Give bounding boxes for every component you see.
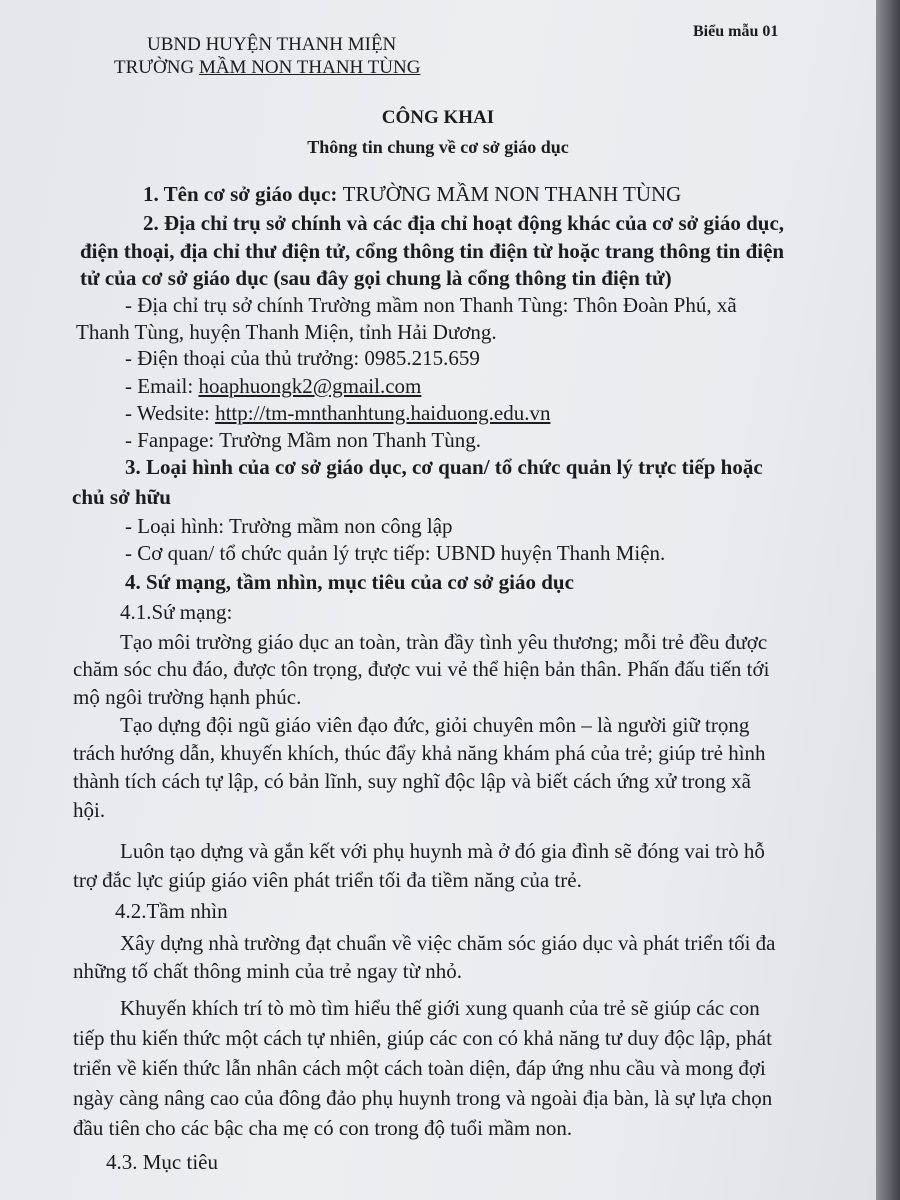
email-line: - Email: hoaphuongk2@gmail.com bbox=[125, 374, 422, 398]
mission-paragraph-line: mộ ngôi trường hạnh phúc. bbox=[73, 685, 302, 709]
vision-paragraph-line: những tố chất thông minh của trẻ ngay từ nhỏ. bbox=[73, 959, 463, 983]
mission-paragraph-line: trách hướng dẫn, khuyến khích, thúc đẩy khả năng khám phá của trẻ; giúp trẻ hình bbox=[73, 741, 766, 765]
document-subtitle: Thông tin chung về cơ sở giáo dục bbox=[307, 137, 569, 157]
goals-heading: 4.3. Mục tiêu bbox=[106, 1150, 218, 1174]
section-3-heading-line: 3. Loại hình của cơ sở giáo dục, cơ quan/ tổ chức quản lý trực tiếp hoặc bbox=[125, 455, 763, 479]
mission-paragraph-line: trợ đắc lực giúp giáo viên phát triển tối đa tiềm năng của trẻ. bbox=[73, 868, 582, 892]
website-link[interactable]: http://tm-mnthanhtung.haiduong.edu.vn bbox=[215, 401, 551, 425]
website-line: - Wedsite: http://tm-mnthanhtung.haiduong.edu.vn bbox=[125, 401, 551, 425]
agency-name: UBND HUYỆN THANH MIỆN bbox=[147, 34, 397, 55]
mission-paragraph-line: hội. bbox=[73, 798, 106, 822]
mission-paragraph-line: thành tích cách tự lập, có bản lĩnh, suy nghĩ độc lập và biết cách ứng xử trong xã bbox=[73, 769, 751, 793]
section-3-heading-line: chủ sở hữu bbox=[72, 485, 171, 509]
address-line: - Địa chỉ trụ sở chính Trường mầm non Thanh Tùng: Thôn Đoàn Phú, xã bbox=[125, 293, 737, 317]
vision-paragraph-line: ngày càng nâng cao của đông đảo phụ huynh trong và ngoài địa bàn, là sự lựa chọn bbox=[73, 1086, 773, 1110]
mission-paragraph-line: chăm sóc chu đáo, được tôn trọng, được vui vẻ thể hiện bản thân. Phấn đấu tiến tới bbox=[73, 657, 770, 681]
vision-paragraph-line: tiếp thu kiến thức một cách tự nhiên, giúp các con có khả năng tư duy độc lập, phát bbox=[73, 1026, 772, 1050]
vision-paragraph-line: Khuyến khích trí tò mò tìm hiểu thế giới xung quanh của trẻ sẽ giúp các con bbox=[120, 996, 760, 1020]
email-link[interactable]: hoaphuongk2@gmail.com bbox=[198, 374, 422, 398]
vision-paragraph-line: triển về kiến thức lẫn nhân cách một cách toàn diện, đáp ứng nhu cầu và mong đợi bbox=[73, 1056, 766, 1080]
mission-paragraph-line: Luôn tạo dựng và gắn kết với phụ huynh mà ở đó gia đình sẽ đóng vai trò hỗ bbox=[120, 839, 765, 863]
phone-line: - Điện thoại của thủ trưởng: 0985.215.659 bbox=[125, 346, 480, 370]
fanpage-line: - Fanpage: Trường Mầm non Thanh Tùng. bbox=[125, 428, 481, 452]
section-2-heading-line: tử của cơ sở giáo dục (sau đây gọi chung là cổng thông tin điện tử) bbox=[80, 266, 672, 290]
section-2-heading-line: điện thoại, địa chỉ thư điện tử, cổng thông tin điện từ hoặc trang thông tin điện bbox=[80, 239, 785, 263]
mission-heading: 4.1.Sứ mạng: bbox=[120, 600, 233, 624]
school-name: MẦM NON THANH TÙNG bbox=[198, 57, 421, 78]
vision-heading: 4.2.Tầm nhìn bbox=[115, 899, 228, 923]
institution-name: TRƯỜNG MẦM NON THANH TÙNG bbox=[342, 182, 682, 206]
mission-paragraph-line: Tạo dựng đội ngũ giáo viên đạo đức, giỏi chuyên môn – là người giữ trọng bbox=[120, 713, 750, 737]
vision-paragraph-line: đầu tiên cho các bậc cha mẹ có con trong độ tuổi mầm non. bbox=[73, 1116, 573, 1140]
section-1: 1. Tên cơ sở giáo dục: TRƯỜNG MẦM NON THANH TÙNG bbox=[143, 182, 682, 206]
mission-paragraph-line: Tạo môi trường giáo dục an toàn, tràn đầy tình yêu thương; mỗi trẻ đều được bbox=[120, 630, 768, 654]
form-label: Biểu mẫu 01 bbox=[693, 23, 779, 40]
page-edge-shadow bbox=[876, 0, 900, 1200]
school-header: TRƯỜNG MẦM NON THANH TÙNG bbox=[114, 57, 421, 78]
address-line: Thanh Tùng, huyện Thanh Miện, tỉnh Hải Dương. bbox=[76, 320, 497, 344]
section-2-heading-line: 2. Địa chỉ trụ sở chính và các địa chỉ hoạt động khác của cơ sở giáo dục, bbox=[143, 211, 785, 235]
section-4-heading: 4. Sứ mạng, tầm nhìn, mục tiêu của cơ sở giáo dục bbox=[125, 570, 574, 594]
document-title: CÔNG KHAI bbox=[381, 107, 495, 128]
vision-paragraph-line: Xây dựng nhà trường đạt chuẩn về việc chăm sóc giáo dục và phát triển tối đa bbox=[120, 931, 776, 955]
institution-type: - Loại hình: Trường mầm non công lập bbox=[125, 514, 453, 538]
managing-agency: - Cơ quan/ tổ chức quản lý trực tiếp: UBND huyện Thanh Miện. bbox=[125, 541, 666, 565]
